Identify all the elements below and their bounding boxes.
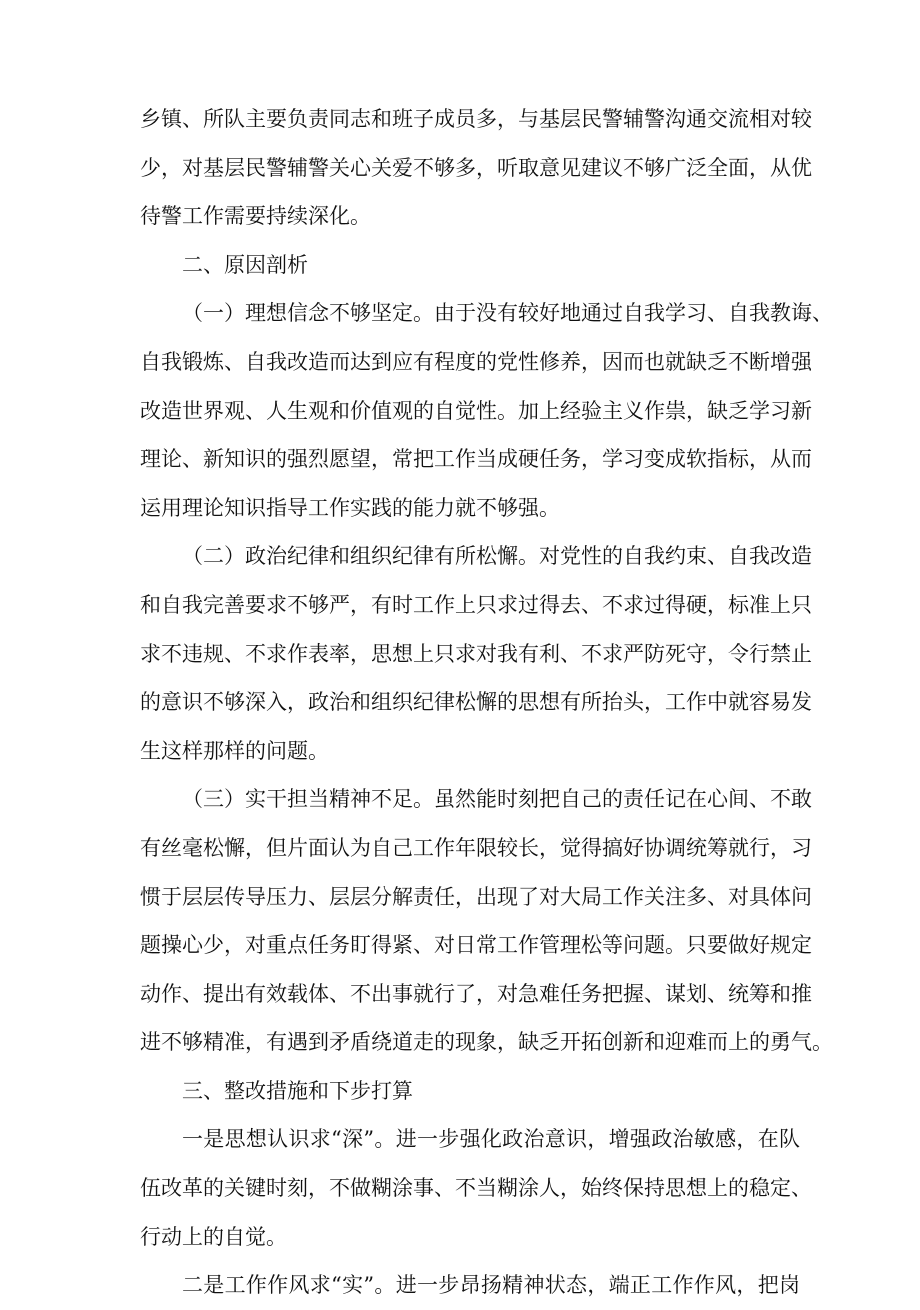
text-line: 待警工作需要持续深化。 [140, 204, 371, 229]
text-line: 理论、新知识的强烈愿望，常把工作当成硬任务，学习变成软指标，从而 [140, 447, 812, 472]
text-line: 求不违规、不求作表率，思想上只求对我有利、不求严防死守，令行禁止 [140, 641, 812, 666]
document-body [140, 95, 833, 1310]
text-line: 行动上的自觉。 [140, 1224, 287, 1249]
text-line: 的意识不够深入，政治和组织纪律松懈的思想有所抬头，工作中就容易发 [140, 690, 812, 715]
text-line: 伍改革的关键时刻，不做糊涂事、不当糊涂人，始终保持思想上的稳定、 [140, 1176, 812, 1201]
text-line: 进不够精准，有遇到矛盾绕道走的现象，缺乏开拓创新和迎难而上的勇气。 [140, 1030, 833, 1055]
text-line: 运用理论知识指导工作实践的能力就不够强。 [140, 495, 560, 520]
text-line: 生这样那样的问题。 [140, 738, 329, 763]
text-line: 少，对基层民警辅警关心关爱不够多，听取意见建议不够广泛全面，从优 [140, 155, 812, 180]
text-line: 一是思想认识求“深”。进一步强化政治意识，增强政治敏感，在队 [182, 1127, 800, 1152]
text-line: 题操心少，对重点任务盯得紧、对日常工作管理松等问题。只要做好规定 [140, 933, 812, 958]
text-line: （三）实干担当精神不足。虽然能时刻把自己的责任记在心间、不敢 [182, 787, 812, 812]
text-line: 乡镇、所队主要负责同志和班子成员多，与基层民警辅警沟通交流相对较 [140, 107, 812, 131]
text-line: 动作、提出有效载体、不出事就行了，对急难任务把握、谋划、统筹和推 [140, 981, 812, 1006]
text-line: 自我锻炼、自我改造而达到应有程度的党性修养，因而也就缺乏不断增强 [140, 349, 812, 374]
text-line: 二、原因剖析 [182, 252, 308, 277]
text-line: （一）理想信念不够坚定。由于没有较好地通过自我学习、自我教诲、 [182, 301, 833, 326]
text-line: 有丝毫松懈，但片面认为自己工作年限较长，觉得搞好协调统筹就行，习 [140, 835, 812, 860]
text-line: 改造世界观、人生观和价值观的自觉性。加上经验主义作祟，缺乏学习新 [140, 398, 812, 423]
text-line: 和自我完善要求不够严，有时工作上只求过得去、不求过得硬，标准上只 [140, 592, 812, 617]
text-line: 二是工作作风求“实”。进一步昂扬精神状态，端正工作作风，把岗 [182, 1273, 800, 1298]
text-line: 惯于层层传导压力、层层分解责任，出现了对大局工作关注多、对具体问 [140, 884, 812, 909]
text-line: 三、整改措施和下步打算 [182, 1078, 413, 1103]
text-line: （二）政治纪律和组织纪律有所松懈。对党性的自我约束、自我改造 [182, 544, 812, 569]
